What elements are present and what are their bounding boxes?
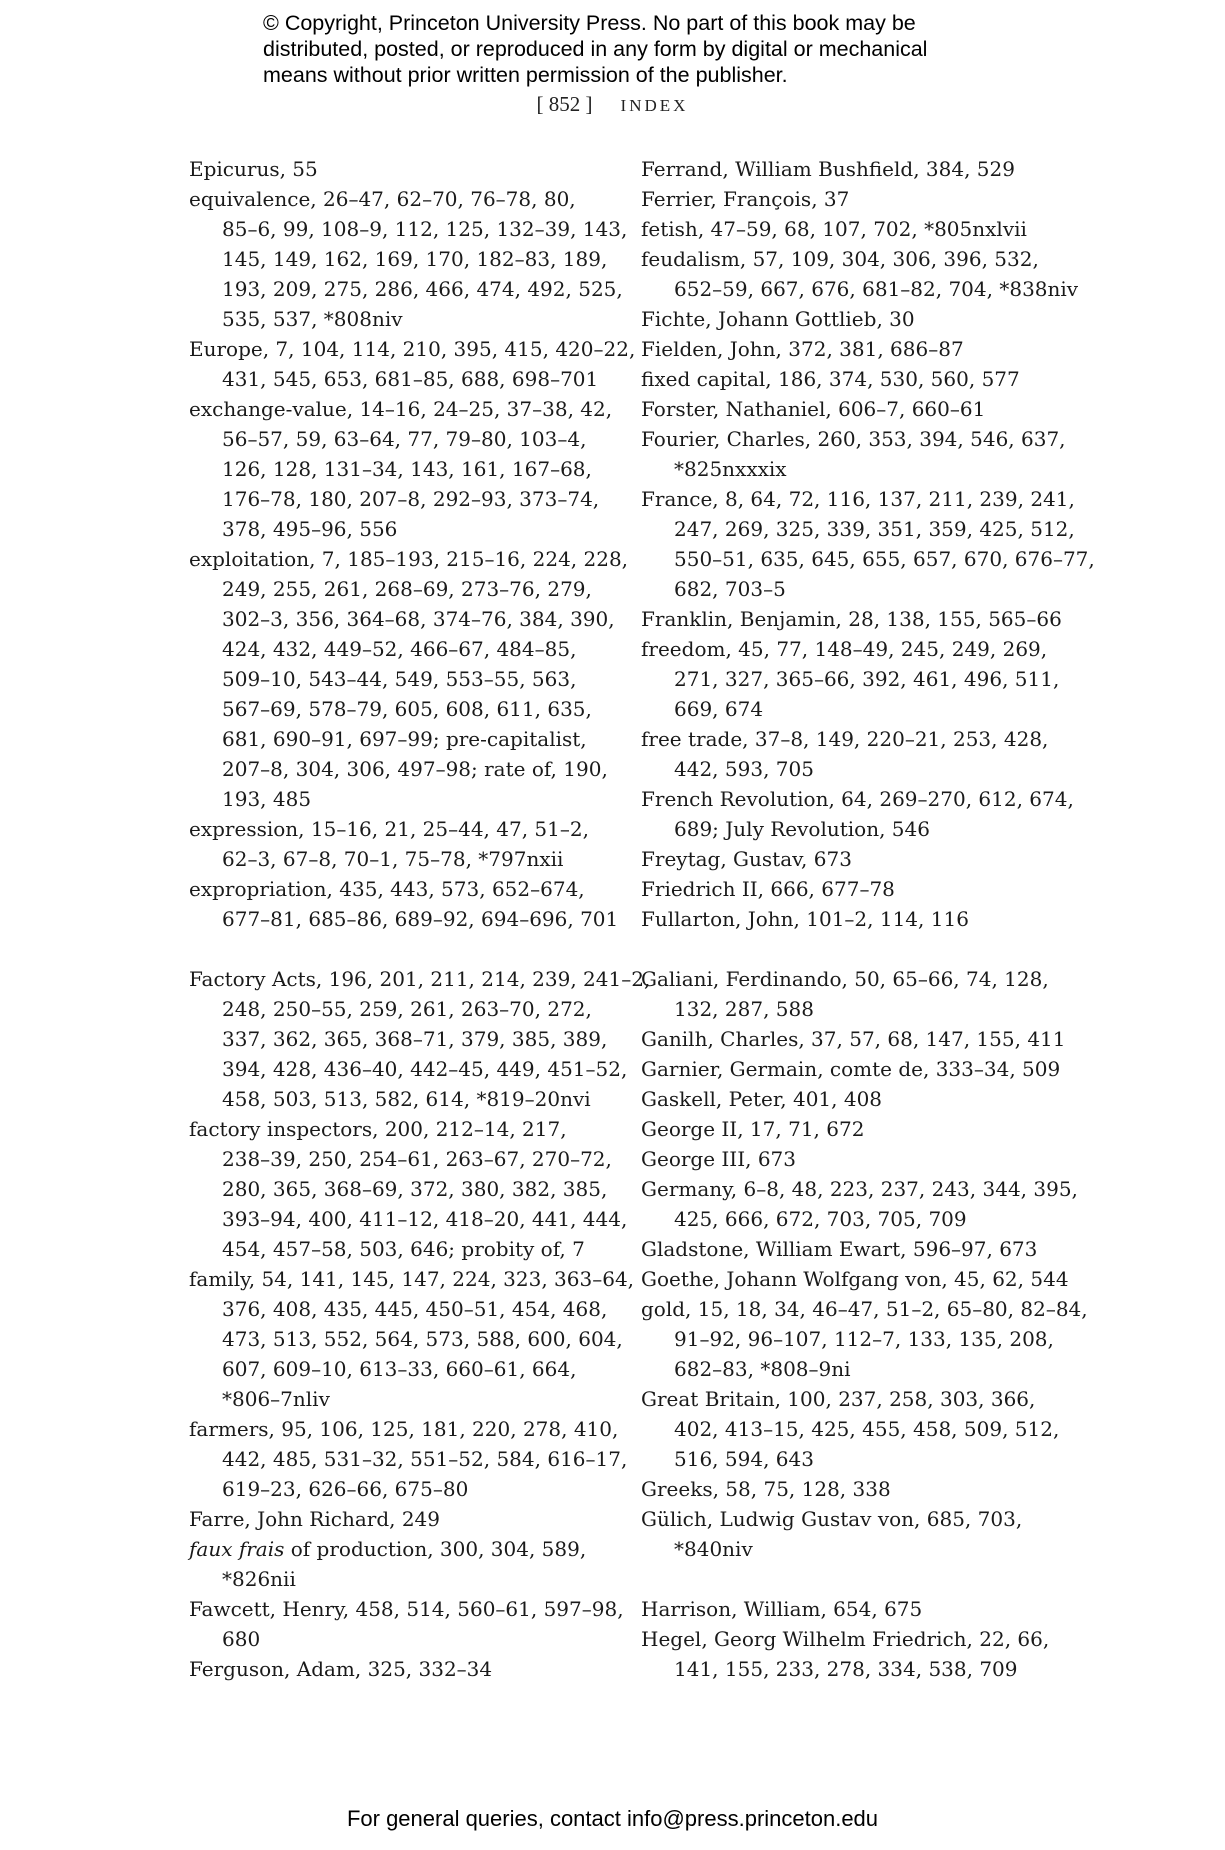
index-entry-continuation: 247, 269, 325, 339, 351, 359, 425, 512, <box>674 517 1075 541</box>
letter-group-gap <box>641 934 1081 964</box>
index-entry <box>641 1294 1088 1384</box>
index-entry <box>641 1054 1081 1084</box>
index-entry-heading: Fullarton, John, 101–2, 114, 116 <box>641 907 969 931</box>
index-entry <box>189 154 619 184</box>
index-entry-continuation: 689; July Revolution, 546 <box>674 817 930 841</box>
index-entry-continuation: *826nii <box>222 1567 296 1591</box>
index-entry-heading: exploitation, 7, 185–193, 215–16, 224, 228, <box>189 547 629 571</box>
index-entry-continuation: *806–7nliv <box>222 1387 330 1411</box>
index-entry-continuation: 207–8, 304, 306, 497–98; rate of, 190, <box>222 757 608 781</box>
index-entry-heading: Gülich, Ludwig Gustav von, 685, 703, <box>641 1507 1023 1531</box>
section-title: INDEX <box>620 96 689 115</box>
index-entry-continuation: 535, 537, *808niv <box>222 307 403 331</box>
index-entry <box>189 1414 628 1504</box>
index-entry <box>641 1144 1081 1174</box>
index-entry-continuation: 680 <box>222 1627 261 1651</box>
running-head <box>0 92 1225 117</box>
index-entry-heading: George III, 673 <box>641 1147 796 1171</box>
index-entry <box>189 334 636 394</box>
index-entry-continuation: 458, 503, 513, 582, 614, *819–20nvi <box>222 1087 591 1111</box>
index-entry-continuation: 248, 250–55, 259, 261, 263–70, 272, <box>222 997 592 1021</box>
index-entry-heading: Ferguson, Adam, 325, 332–34 <box>189 1657 493 1681</box>
index-entry-continuation: 619–23, 626–66, 675–80 <box>222 1477 469 1501</box>
index-entry-heading: Friedrich II, 666, 677–78 <box>641 877 895 901</box>
index-entry <box>641 904 1081 934</box>
index-entry <box>641 604 1081 634</box>
index-entry-continuation: 681, 690–91, 697–99; pre-capitalist, <box>222 727 587 751</box>
index-entry <box>641 364 1081 394</box>
index-entry-continuation: 91–92, 96–107, 112–7, 133, 135, 208, <box>674 1327 1054 1351</box>
index-entry-continuation: 677–81, 685–86, 689–92, 694–696, 701 <box>222 907 619 931</box>
index-entry-heading: free trade, 37–8, 149, 220–21, 253, 428, <box>641 727 1049 751</box>
index-entry <box>189 1594 624 1654</box>
index-entry-heading: Forster, Nathaniel, 606–7, 660–61 <box>641 397 986 421</box>
index-entry <box>641 1594 1081 1624</box>
index-entry-continuation: 249, 255, 261, 268–69, 273–76, 279, <box>222 577 592 601</box>
index-entry-continuation: *825nxxxix <box>674 457 787 481</box>
index-entry <box>189 874 619 934</box>
index-entry-heading: factory inspectors, 200, 212–14, 217, <box>189 1117 567 1141</box>
index-entry <box>641 1504 1081 1564</box>
index-entry-heading: Hegel, Georg Wilhelm Friedrich, 22, 66, <box>641 1627 1050 1651</box>
index-entry-continuation: 652–59, 667, 676, 681–82, 704, *838niv <box>674 277 1079 301</box>
index-entry-continuation: 337, 362, 365, 368–71, 379, 385, 389, <box>222 1027 608 1051</box>
index-entry <box>641 1084 1081 1114</box>
index-entry-heading: Gaskell, Peter, 401, 408 <box>641 1087 883 1111</box>
index-entry <box>189 1654 619 1684</box>
index-entry-continuation: 271, 327, 365–66, 392, 461, 496, 511, <box>674 667 1060 691</box>
index-entry-continuation: 454, 457–58, 503, 646; probity of, 7 <box>222 1237 585 1261</box>
index-entry-heading: Europe, 7, 104, 114, 210, 395, 415, 420–22, <box>189 337 636 361</box>
index-entry-continuation: 550–51, 635, 645, 655, 657, 670, 676–77, <box>674 547 1095 571</box>
index-entry-continuation: 193, 485 <box>222 787 312 811</box>
index-entry-heading: fixed capital, 186, 374, 530, 560, 577 <box>641 367 1020 391</box>
index-entry-heading: exchange-value, 14–16, 24–25, 37–38, 42, <box>189 397 613 421</box>
index-entry-heading: Ferrier, François, 37 <box>641 187 850 211</box>
index-entry-heading: Goethe, Johann Wolfgang von, 45, 62, 544 <box>641 1267 1069 1291</box>
index-entry <box>641 304 1081 334</box>
index-entry-heading: Freytag, Gustav, 673 <box>641 847 852 871</box>
index-entry-continuation: 378, 495–96, 556 <box>222 517 398 541</box>
copyright-line: distributed, posted, or reproduced in any form by digital or mechanical <box>263 37 928 61</box>
index-entry <box>641 424 1081 484</box>
index-entry-heading: Fielden, John, 372, 381, 686–87 <box>641 337 964 361</box>
index-entry <box>641 724 1081 784</box>
index-entry-heading: feudalism, 57, 109, 304, 306, 396, 532, <box>641 247 1039 271</box>
index-entry-continuation: 682, 703–5 <box>674 577 786 601</box>
letter-group-gap <box>641 1564 1081 1594</box>
index-entry-heading: Franklin, Benjamin, 28, 138, 155, 565–66 <box>641 607 1062 631</box>
index-entry-heading: France, 8, 64, 72, 116, 137, 211, 239, 241, <box>641 487 1075 511</box>
index-entry <box>189 184 628 334</box>
index-column-left <box>189 154 651 1684</box>
index-entry-heading: Fourier, Charles, 260, 353, 394, 546, 637, <box>641 427 1066 451</box>
index-entry-continuation: 669, 674 <box>674 697 764 721</box>
index-entry-heading: equivalence, 26–47, 62–70, 76–78, 80, <box>189 187 576 211</box>
index-entry <box>641 844 1081 874</box>
index-entry-continuation: *840niv <box>674 1537 753 1561</box>
index-entry <box>641 1114 1081 1144</box>
index-entry <box>641 334 1081 364</box>
index-entry-continuation: 425, 666, 672, 703, 705, 709 <box>674 1207 967 1231</box>
index-entry <box>189 814 619 874</box>
index-entry-heading: fetish, 47–59, 68, 107, 702, *805nxlvii <box>641 217 1027 241</box>
index-entry <box>189 964 651 1114</box>
index-column-right <box>641 154 1095 1684</box>
index-entry-heading: Ferrand, William Bushfield, 384, 529 <box>641 157 1015 181</box>
index-entry-heading: Factory Acts, 196, 201, 211, 214, 239, 241–2, <box>189 967 651 991</box>
index-entry-continuation: 424, 432, 449–52, 466–67, 484–85, <box>222 637 577 661</box>
index-entry-heading: gold, 15, 18, 34, 46–47, 51–2, 65–80, 82–84, <box>641 1297 1088 1321</box>
index-entry-heading: farmers, 95, 106, 125, 181, 220, 278, 410, <box>189 1417 619 1441</box>
index-entry <box>641 244 1081 304</box>
index-entry-continuation: 193, 209, 275, 286, 466, 474, 492, 525, <box>222 277 623 301</box>
index-entry-heading: French Revolution, 64, 269–270, 612, 674, <box>641 787 1074 811</box>
index-entry-heading: faux frais of production, 300, 304, 589, <box>189 1537 587 1561</box>
index-entry <box>641 1234 1081 1264</box>
index-entry <box>641 1174 1081 1234</box>
index-entry-continuation: 394, 428, 436–40, 442–45, 449, 451–52, <box>222 1057 628 1081</box>
index-entry-heading: Galiani, Ferdinando, 50, 65–66, 74, 128, <box>641 967 1049 991</box>
index-entry-continuation: 567–69, 578–79, 605, 608, 611, 635, <box>222 697 592 721</box>
index-entry-continuation: 431, 545, 653, 681–85, 688, 698–701 <box>222 367 599 391</box>
index-entry-continuation: 393–94, 400, 411–12, 418–20, 441, 444, <box>222 1207 628 1231</box>
index-entry <box>641 1024 1081 1054</box>
index-entry <box>641 964 1081 1024</box>
index-entry <box>641 1474 1081 1504</box>
index-entry <box>189 394 619 544</box>
index-entry <box>189 1114 628 1264</box>
index-entry-heading: Epicurus, 55 <box>189 157 318 181</box>
index-entry-heading: freedom, 45, 77, 148–49, 245, 249, 269, <box>641 637 1048 661</box>
index-entry-continuation: 145, 149, 162, 169, 170, 182–83, 189, <box>222 247 608 271</box>
index-entry-heading: Fichte, Johann Gottlieb, 30 <box>641 307 915 331</box>
index-entry-heading: Germany, 6–8, 48, 223, 237, 243, 344, 395, <box>641 1177 1078 1201</box>
index-entry <box>641 184 1081 214</box>
index-entry-continuation: 509–10, 543–44, 549, 553–55, 563, <box>222 667 577 691</box>
footer-contact: For general queries, contact info@press.princeton.edu <box>346 1806 879 1831</box>
index-entry <box>189 544 629 814</box>
index-entry-continuation: 682–83, *808–9ni <box>674 1357 851 1381</box>
index-entry <box>641 154 1081 184</box>
index-entry-continuation: 302–3, 356, 364–68, 374–76, 384, 390, <box>222 607 615 631</box>
index-entry-continuation: 376, 408, 435, 445, 450–51, 454, 468, <box>222 1297 608 1321</box>
index-entry-continuation: 176–78, 180, 207–8, 292–93, 373–74, <box>222 487 600 511</box>
index-entry <box>189 1264 635 1414</box>
index-entry-continuation: 516, 594, 643 <box>674 1447 814 1471</box>
index-entry-heading: Fawcett, Henry, 458, 514, 560–61, 597–98, <box>189 1597 624 1621</box>
index-entry-continuation: 473, 513, 552, 564, 573, 588, 600, 604, <box>222 1327 623 1351</box>
index-entry <box>641 1384 1081 1474</box>
index-entry-heading: Great Britain, 100, 237, 258, 303, 366, <box>641 1387 1036 1411</box>
copyright-line: © Copyright, Princeton University Press. No part of this book may be <box>263 11 916 35</box>
copyright-notice <box>263 10 1023 88</box>
index-entry-heading: George II, 17, 71, 672 <box>641 1117 865 1141</box>
index-entry-continuation: 442, 485, 531–32, 551–52, 584, 616–17, <box>222 1447 628 1471</box>
index-entry-heading: Ganilh, Charles, 37, 57, 68, 147, 155, 411 <box>641 1027 1066 1051</box>
index-entry <box>641 874 1081 904</box>
index-entry-heading: expropriation, 435, 443, 573, 652–674, <box>189 877 585 901</box>
index-entry-heading: Farre, John Richard, 249 <box>189 1507 441 1531</box>
index-entry-heading: Harrison, William, 654, 675 <box>641 1597 923 1621</box>
index-entry <box>641 214 1081 244</box>
index-entry <box>641 634 1081 724</box>
index-entry <box>641 784 1081 844</box>
copyright-line: means without prior written permission of the publisher. <box>263 63 788 87</box>
index-entry <box>641 484 1095 604</box>
index-entry-heading: Greeks, 58, 75, 128, 338 <box>641 1477 891 1501</box>
index-entry <box>189 1504 619 1534</box>
index-entry <box>189 1534 619 1594</box>
index-entry-continuation: 238–39, 250, 254–61, 263–67, 270–72, <box>222 1147 612 1171</box>
page-number: [ 852 ] <box>536 92 593 116</box>
index-entry <box>641 1264 1081 1294</box>
index-entry-continuation: 132, 287, 588 <box>674 997 814 1021</box>
index-entry-continuation: 141, 155, 233, 278, 334, 538, 709 <box>674 1657 1018 1681</box>
index-entry-continuation: 85–6, 99, 108–9, 112, 125, 132–39, 143, <box>222 217 628 241</box>
index-entry-continuation: 402, 413–15, 425, 455, 458, 509, 512, <box>674 1417 1060 1441</box>
index-entry <box>641 394 1081 424</box>
index-entry-continuation: 56–57, 59, 63–64, 77, 79–80, 103–4, <box>222 427 587 451</box>
index-entry-heading: Gladstone, William Ewart, 596–97, 673 <box>641 1237 1038 1261</box>
index-entry-continuation: 62–3, 67–8, 70–1, 75–78, *797nxii <box>222 847 564 871</box>
index-entry-heading: expression, 15–16, 21, 25–44, 47, 51–2, <box>189 817 589 841</box>
index-entry-heading: Garnier, Germain, comte de, 333–34, 509 <box>641 1057 1061 1081</box>
index-entry-heading: family, 54, 141, 145, 147, 224, 323, 363–64, <box>189 1267 635 1291</box>
index-entry-continuation: 442, 593, 705 <box>674 757 814 781</box>
index-entry-continuation: 126, 128, 131–34, 143, 161, 167–68, <box>222 457 592 481</box>
index-entry-continuation: 280, 365, 368–69, 372, 380, 382, 385, <box>222 1177 608 1201</box>
index-entry <box>641 1624 1081 1684</box>
letter-group-gap <box>189 934 619 964</box>
index-entry-continuation: 607, 609–10, 613–33, 660–61, 664, <box>222 1357 577 1381</box>
